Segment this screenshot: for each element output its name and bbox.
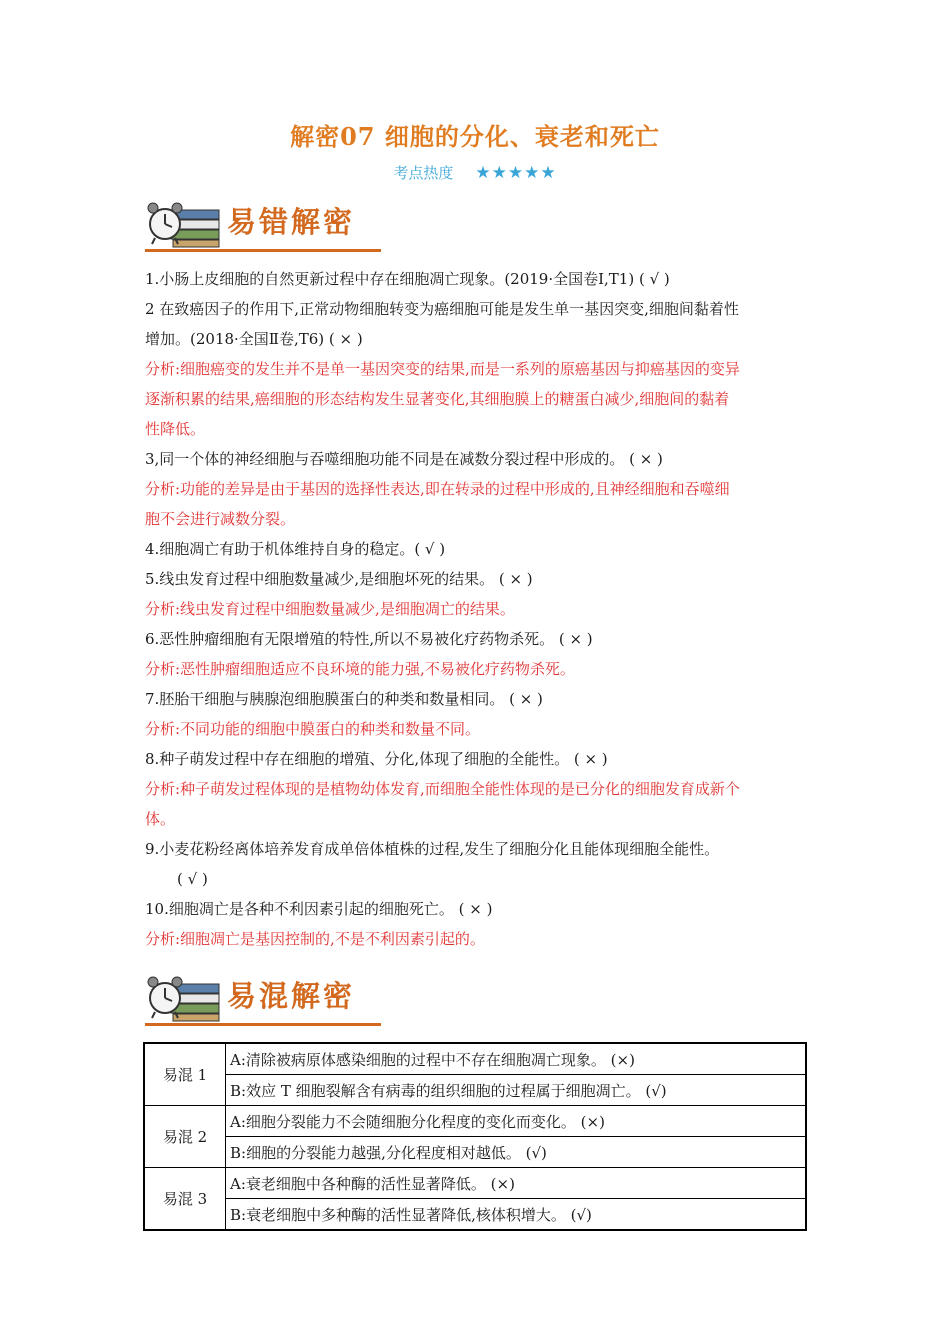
mix-option-a: A:细胞分裂能力不会随细胞分化程度的变化而变化。 (×) — [226, 1106, 807, 1137]
heat-rating — [0, 162, 950, 183]
section-header-mix — [145, 970, 385, 1030]
table-row — [144, 1168, 806, 1199]
item-6-analysis: 分析:恶性肿瘤细胞适应不良环境的能力强,不易被化疗药物杀死。 — [145, 660, 575, 678]
mix-table — [143, 1042, 807, 1231]
mix-key: 易混 3 — [144, 1168, 226, 1231]
table-row — [144, 1043, 806, 1075]
table-row — [144, 1075, 806, 1106]
mix-option-a: A:清除被病原体感染细胞的过程中不存在细胞凋亡现象。 (×) — [226, 1043, 807, 1075]
alarm-clock-books-icon — [145, 198, 221, 248]
item-3-analysis: 分析:功能的差异是由于基因的选择性表达,即在转录的过程中形成的,且神经细胞和吞噬细 — [145, 480, 730, 498]
item-6: 6.恶性肿瘤细胞有无限增殖的特性,所以不易被化疗药物杀死。 ( × ) — [145, 630, 593, 648]
section-header-errors — [145, 196, 385, 256]
item-2-analysis: 分析:细胞癌变的发生并不是单一基因突变的结果,而是一系列的原癌基因与抑癌基因的变异 — [145, 360, 740, 378]
section-title-errors: 易错解密 — [227, 205, 356, 239]
item-5: 5.线虫发育过程中细胞数量减少,是细胞坏死的结果。 ( × ) — [145, 570, 533, 588]
errors-list — [145, 264, 810, 954]
item-10-analysis: 分析:细胞凋亡是基因控制的,不是不利因素引起的。 — [145, 930, 485, 948]
item-2-line2: 增加。(2018·全国Ⅱ卷,T6) ( × ) — [145, 330, 363, 348]
item-9-line2: ( √ ) — [177, 870, 208, 888]
item-9-line1: 9.小麦花粉经离体培养发育成单倍体植株的过程,发生了细胞分化且能体现细胞全能性。 — [145, 840, 720, 858]
mix-key: 易混 2 — [144, 1106, 226, 1168]
table-row — [144, 1137, 806, 1168]
item-3: 3,同一个体的神经细胞与吞噬细胞功能不同是在减数分裂过程中形成的。 ( × ) — [145, 450, 663, 468]
mix-key: 易混 1 — [144, 1043, 226, 1106]
item-7: 7.胚胎干细胞与胰腺泡细胞膜蛋白的种类和数量相同。 ( × ) — [145, 690, 543, 708]
item-8-analysis: 体。 — [145, 810, 176, 828]
item-3-analysis: 胞不会进行减数分裂。 — [145, 510, 296, 528]
mix-option-b: B:细胞的分裂能力越强,分化程度相对越低。 (√) — [226, 1137, 807, 1168]
item-8-analysis: 分析:种子萌发过程体现的是植物幼体发育,而细胞全能性体现的是已分化的细胞发育成新个 — [145, 780, 740, 798]
mix-option-a: A:衰老细胞中各种酶的活性显著降低。 (×) — [226, 1168, 807, 1199]
page-title: 解密07 细胞的分化、衰老和死亡 — [290, 122, 660, 151]
heat-stars: ★★★★★ — [475, 163, 557, 183]
mix-option-b: B:效应 T 细胞裂解含有病毒的组织细胞的过程属于细胞凋亡。 (√) — [226, 1075, 807, 1106]
item-5-analysis: 分析:线虫发育过程中细胞数量减少,是细胞凋亡的结果。 — [145, 600, 515, 618]
item-2-line1: 2 在致癌因子的作用下,正常动物细胞转变为癌细胞可能是发生单一基因突变,细胞间黏着性 — [145, 300, 739, 318]
item-8: 8.种子萌发过程中存在细胞的增殖、分化,体现了细胞的全能性。 ( × ) — [145, 750, 608, 768]
table-row — [144, 1106, 806, 1137]
heat-label: 考点热度 — [393, 164, 454, 182]
section-divider — [145, 1023, 381, 1026]
item-2-analysis: 性降低。 — [145, 420, 206, 438]
table-row — [144, 1199, 806, 1231]
mix-option-b: B:衰老细胞中多种酶的活性显著降低,核体积增大。 (√) — [226, 1199, 807, 1231]
item-7-analysis: 分析:不同功能的细胞中膜蛋白的种类和数量不同。 — [145, 720, 481, 738]
item-1: 1.小肠上皮细胞的自然更新过程中存在细胞凋亡现象。(2019·全国卷Ⅰ,T1) ( √ ) — [145, 270, 670, 288]
item-10: 10.细胞凋亡是各种不利因素引起的细胞死亡。 ( × ) — [145, 900, 493, 918]
alarm-clock-books-icon — [145, 972, 221, 1022]
section-divider — [145, 249, 381, 252]
item-4: 4.细胞凋亡有助于机体维持自身的稳定。( √ ) — [145, 540, 446, 558]
section-title-mix: 易混解密 — [227, 979, 356, 1013]
item-2-analysis: 逐渐积累的结果,癌细胞的形态结构发生显著变化,其细胞膜上的糖蛋白减少,细胞间的黏着 — [145, 390, 730, 408]
